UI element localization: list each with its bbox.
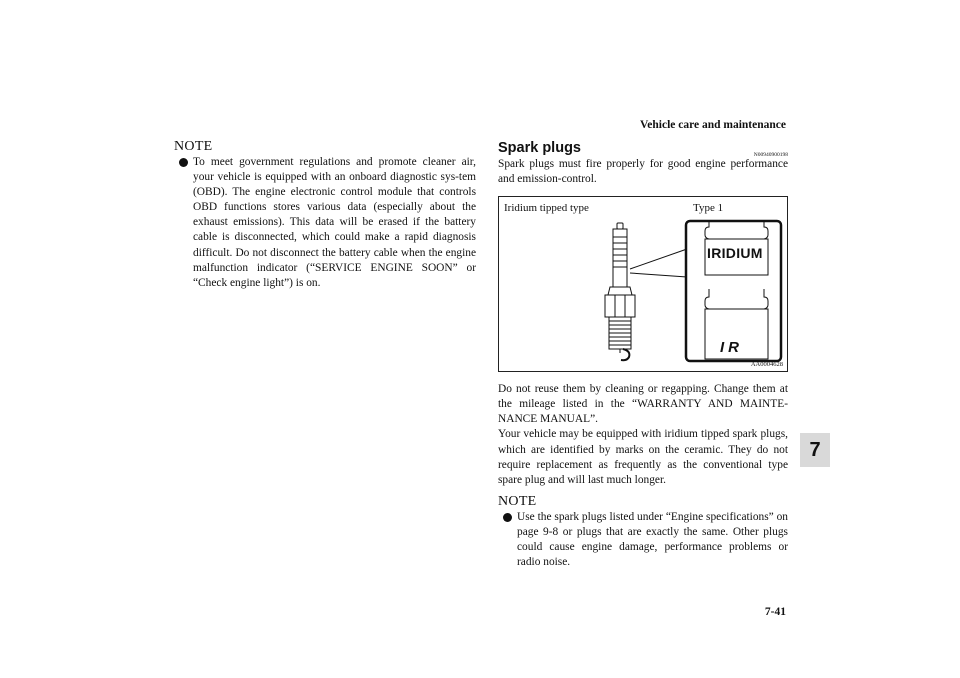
note-label: NOTE <box>174 139 213 154</box>
intro-paragraph: Spark plugs must fire properly for good engine performance and emission-control. <box>498 158 788 186</box>
right-column <box>498 139 788 570</box>
paragraph-iridium: Your vehicle may be equipped with iridium tipped spark plugs, which are identified by marks on the ceramic. They do not require replacement as frequently as the conventional type spare plug and will last much longer. <box>498 428 788 486</box>
note-item-2 <box>498 510 788 570</box>
figure-code: AA0004628 <box>750 361 783 369</box>
bullet-icon <box>503 513 512 522</box>
ir-marking: IR <box>720 339 743 357</box>
bullet-icon <box>179 158 188 167</box>
page-number: 7-41 <box>764 606 786 618</box>
note-text-2: Use the spark plugs listed under “Engine specifications” on page 9-8 or plugs that are exactly the same. Other plugs could cause engine damage, performance problems or radio noise. <box>517 510 788 569</box>
section-title-row <box>498 139 788 157</box>
section-title: Spark plugs <box>498 140 581 156</box>
spark-plug-figure <box>498 196 788 372</box>
reference-code: N00940900198 <box>753 152 788 158</box>
section-header: Vehicle care and maintenance <box>640 119 786 131</box>
iridium-marking: IRIDIUM <box>707 245 763 262</box>
note-item <box>174 155 476 291</box>
chapter-tab: 7 <box>800 433 830 467</box>
type1-label: Type 1 <box>693 202 724 215</box>
iridium-type-label: Iridium tipped type <box>504 202 589 215</box>
note-label-2: NOTE <box>498 493 537 509</box>
paragraph-reuse: Do not reuse them by cleaning or regapping. Change them at the mileage listed in the “WARRANTY AND MAINTE-NANCE MANUAL”. <box>498 383 788 426</box>
note-text: To meet government regulations and promote cleaner air, your vehicle is equipped with an onboard diagnostic sys-tem (OBD). The engine electronic control module that controls OBD functions stores various data (especially about the exhaust emissions). This data will be erased if the battery cable is disconnected, which could make a rapid diagnosis difficult. Do not disconnect the battery cable when the engine malfunction indicator (“SERVICE ENGINE SOON” or “Check engine light”) is on. <box>193 156 476 289</box>
spark-plug-illustration <box>499 197 787 371</box>
left-column <box>174 139 476 291</box>
